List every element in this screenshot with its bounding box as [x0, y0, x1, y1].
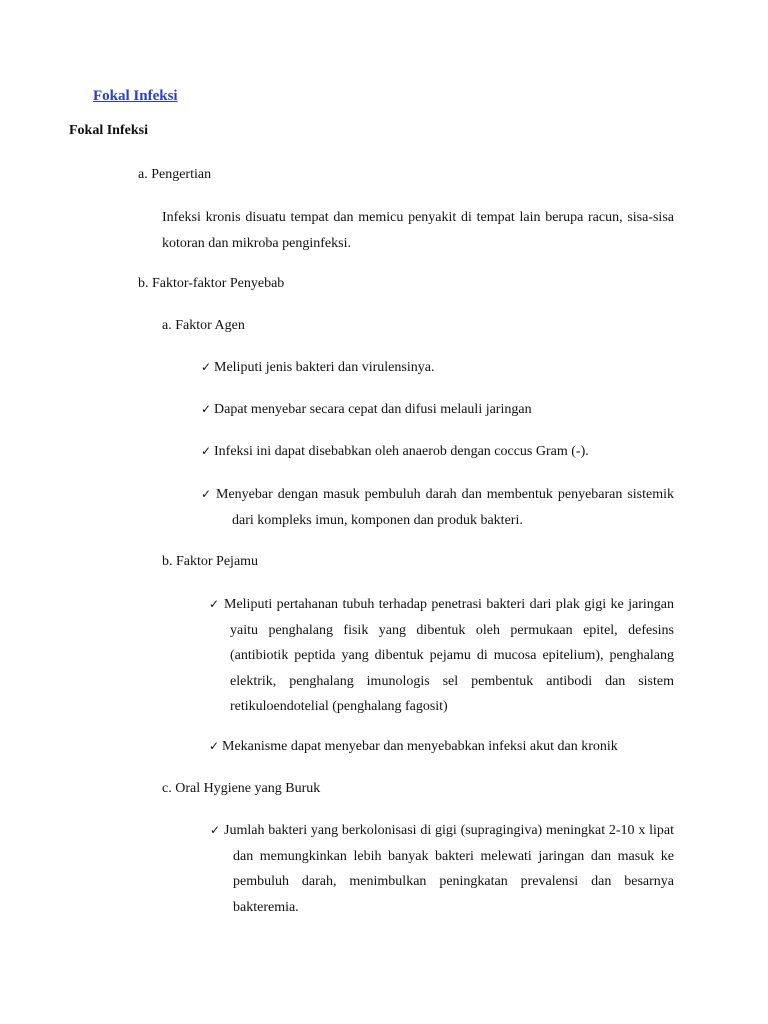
agen-item-3 — [201, 439, 681, 465]
agen-item-4 — [201, 482, 674, 533]
pejamu-label: b. Faktor Pejamu — [162, 554, 259, 569]
checkmark-icon: ✓ — [210, 823, 221, 837]
title-link[interactable]: Fokal Infeksi — [93, 88, 178, 104]
oral-item-1 — [210, 818, 674, 920]
agen-item-text: Dapat menyebar secara cepat dan difusi melauli jaringan — [214, 402, 532, 417]
agen-item-text: Infeksi ini dapat disebabkan oleh anaerob dengan coccus Gram (-). — [214, 444, 589, 459]
checkmark-icon: ✓ — [201, 444, 212, 458]
checkmark-icon: ✓ — [201, 487, 212, 501]
pejamu-item-2 — [209, 734, 689, 760]
section-a-paragraph: Infeksi kronis disuatu tempat dan memicu penyakit di tempat lain berupa racun, sisa-sisa kotoran dan mikroba penginfeksi. — [162, 210, 674, 251]
oral-item-text: Jumlah bakteri yang berkolonisasi di gigi (supragingiva) meningkat 2-10 x lipat dan memungkinkan lebih banyak bakteri melewati jaringan dan masuk ke pembuluh darah, menimbulkan peningkatan prevalensi dan besarnya bakteremia. — [224, 823, 674, 915]
checkmark-icon: ✓ — [201, 360, 212, 374]
agen-item-text: Menyebar dengan masuk pembuluh darah dan membentuk penyebaran sistemik dari kompleks imun, komponen dan produk bakteri. — [216, 487, 674, 528]
pejamu-item-text: Meliputi pertahanan tubuh terhadap penetrasi bakteri dari plak gigi ke jaringan yaitu penghalang fisik yang dibentuk oleh permukaan epitel, defesins (antibiotik peptida yang dibentuk pejamu di mucosa epitelium), penghalang elektrik, penghalang imunologis sel pembentuk antibodi dan sistem retikuloendotelial (penghalang fagosit) — [224, 597, 674, 714]
agen-label: a. Faktor Agen — [162, 318, 245, 333]
agen-item-1 — [201, 355, 681, 381]
pejamu-item-1 — [209, 592, 674, 720]
section-b-label: b. Faktor-faktor Penyebab — [138, 276, 285, 291]
checkmark-icon: ✓ — [209, 597, 220, 611]
checkmark-icon: ✓ — [209, 739, 220, 753]
oral-label: c. Oral Hygiene yang Buruk — [162, 781, 321, 796]
agen-item-text: Meliputi jenis bakteri dan virulensinya. — [214, 360, 435, 375]
checkmark-icon: ✓ — [201, 402, 212, 416]
agen-item-2 — [201, 397, 681, 423]
pejamu-item-text: Mekanisme dapat menyebar dan menyebabkan infeksi akut dan kronik — [222, 739, 618, 754]
section-a-label: a. Pengertian — [138, 167, 212, 182]
page-heading: Fokal Infeksi — [69, 123, 148, 138]
